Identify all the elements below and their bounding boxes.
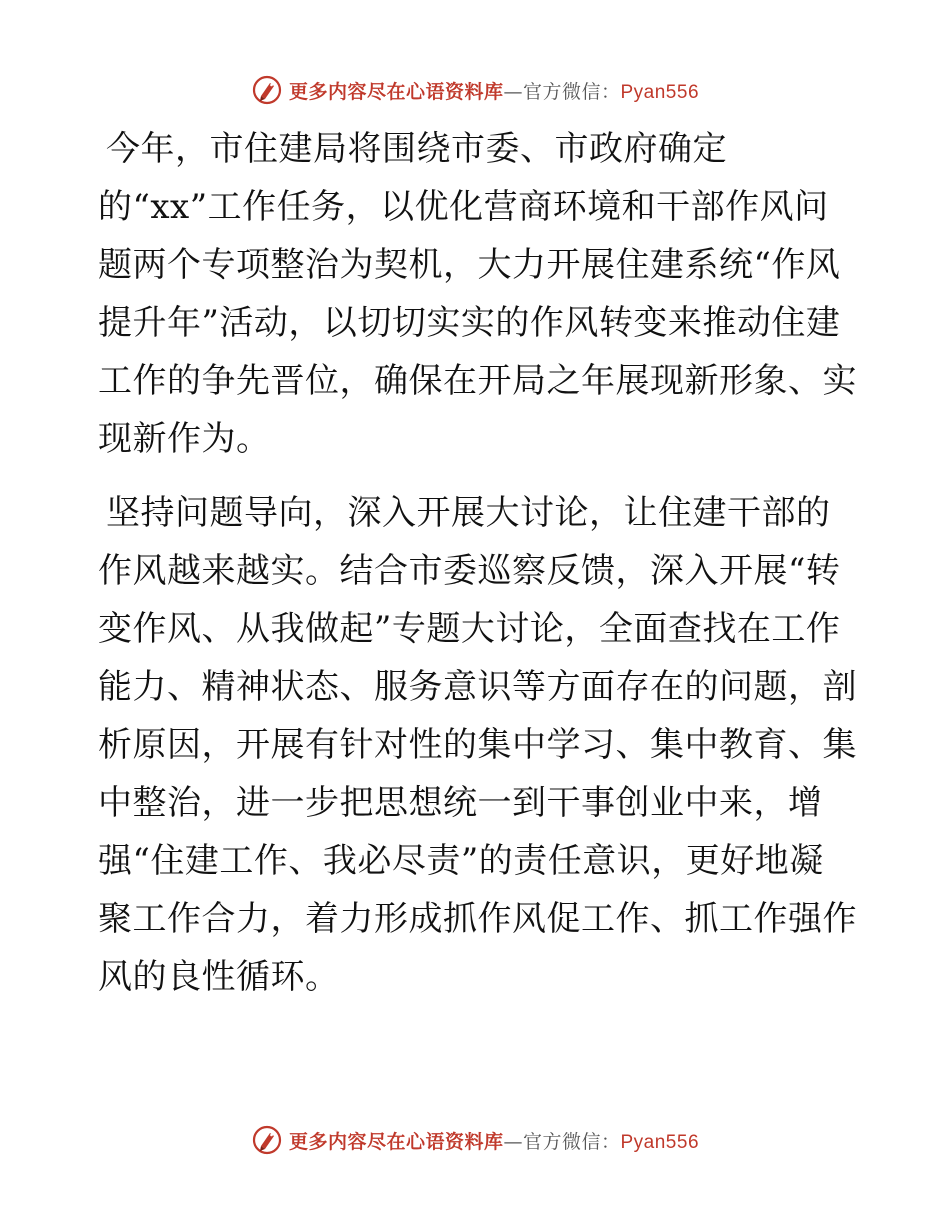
text-line: 变作风、从我做起”专题大讨论，全面查找在工作: [98, 609, 841, 649]
text-line: 中整治，进一步把思想统一到干事创业中来，增: [98, 783, 823, 823]
banner-promo-text: 更多内容尽在心语资料库: [288, 1130, 504, 1153]
text-line: 提升年”活动，以切切实实的作风转变来推动住建: [98, 303, 841, 343]
banner-wechat-label: —官方微信：: [503, 1130, 621, 1153]
banner-text: [289, 77, 699, 104]
banner-text: [289, 1127, 699, 1154]
text-line: 现新作为。: [98, 419, 271, 459]
footer-banner[interactable]: [0, 1120, 950, 1160]
text-line: 工作的争先晋位，确保在开局之年展现新形象、实: [98, 361, 857, 401]
text-line: 强“住建工作、我必尽责”的责任意识，更好地凝: [98, 841, 824, 881]
text-line: 能力、精神状态、服务意识等方面存在的问题，剖: [98, 667, 857, 707]
text-line: 今年，市住建局将围绕市委、市政府确定: [106, 129, 727, 169]
text-line: 坚持问题导向，深入开展大讨论，让住建干部的: [106, 493, 831, 533]
text-line: 题两个专项整治为契机，大力开展住建系统“作风: [98, 245, 841, 285]
paragraph-2: [98, 484, 858, 1006]
banner-wechat-id: Pyan556: [620, 81, 700, 103]
pen-nib-logo-icon: [251, 74, 283, 106]
banner-wechat-id: Pyan556: [620, 1131, 700, 1153]
paragraph-1: [98, 120, 858, 468]
text-line: 聚工作合力，着力形成抓作风促工作、抓工作强作: [98, 899, 857, 939]
text-line: 的“xx”工作任务，以优化营商环境和干部作风问: [98, 187, 829, 227]
header-banner[interactable]: [0, 70, 950, 110]
banner-wechat-label: —官方微信：: [503, 80, 621, 103]
banner-promo-text: 更多内容尽在心语资料库: [288, 80, 504, 103]
pen-nib-logo-icon: [251, 1124, 283, 1156]
text-line: 析原因，开展有针对性的集中学习、集中教育、集: [98, 725, 857, 765]
text-line: 风的良性循环。: [98, 957, 340, 997]
text-line: 作风越来越实。结合市委巡察反馈，深入开展“转: [98, 551, 841, 591]
